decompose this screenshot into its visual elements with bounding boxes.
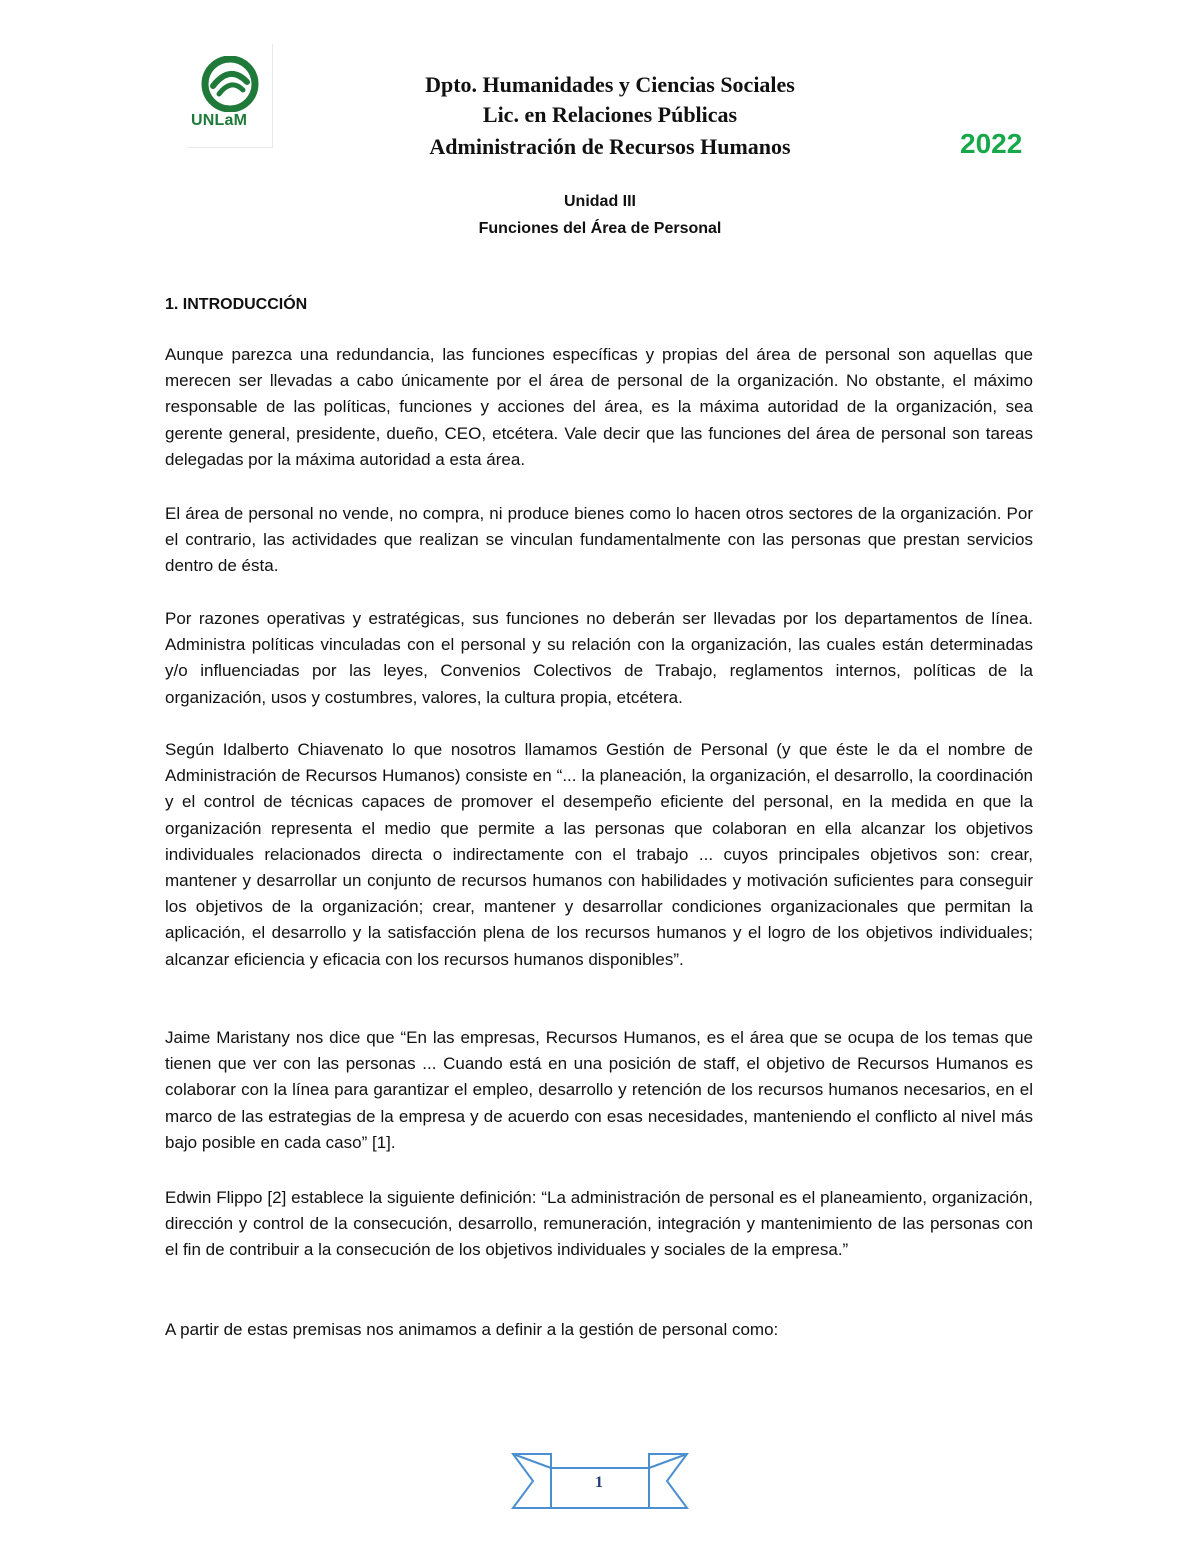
course-title: Administración de Recursos Humanos <box>429 134 791 159</box>
paragraph: El área de personal no vende, no compra, ni produce bienes como lo hacen otros sectores de la organización. Por el contrario, las actividades que realizan se vinculan fundamentalmente con las personas que prestan servicios dentro de ésta. <box>165 504 1033 576</box>
logo <box>187 44 273 148</box>
department-title: Dpto. Humanidades y Ciencias Sociales <box>425 72 795 97</box>
paragraph: Edwin Flippo [2] establece la siguiente definición: “La administración de personal es el planeamiento, organización, dirección y control de la consecución, desarrollo, remuneración, integración y mantenimiento de las personas con el fin de contribuir a la consecución de los objetivos individuales y sociales de la empresa.” <box>165 1188 1033 1260</box>
unit-label: Unidad III <box>564 193 636 210</box>
paragraph: Aunque parezca una redundancia, las funciones específicas y propias del área de personal son aquellas que merecen ser llevadas a cabo únicamente por el área de personal de la organización. No obstante, el máximo responsable de las políticas, funciones y acciones del área, es la máxima autoridad de la organización, sea gerente general, presidente, dueño, CEO, etcétera. Vale decir que las funciones del área de personal son tareas delegadas por la máxima autoridad a esta área. <box>165 345 1033 469</box>
paragraph: Jaime Maristany nos dice que “En las empresas, Recursos Humanos, es el área que se ocupa de los temas que tienen que ver con las personas ... Cuando está en una posición de staff, el objetivo de Recursos Humanos es colaborar con la línea para garantizar el empleo, desarrollo y retención de los recursos humanos necesarios, en el marco de las estrategias de la empresa y de acuerdo con esas necesidades, manteniendo el conflicto al nivel más bajo posible en cada caso” [1]. <box>165 1028 1033 1152</box>
unlam-logo-icon <box>201 56 259 112</box>
career-title: Lic. en Relaciones Públicas <box>482 102 738 127</box>
year-label: 2022 <box>960 128 1023 159</box>
section-title: 1. INTRODUCCIÓN <box>165 296 308 313</box>
paragraph: A partir de estas premisas nos animamos a definir a la gestión de personal como: <box>165 1320 779 1339</box>
unit-title: Funciones del Área de Personal <box>478 220 722 237</box>
page-number: 1 <box>595 1474 603 1491</box>
logo-text: UNLaM <box>191 112 248 129</box>
paragraph: Según Idalberto Chiavenato lo que nosotros llamamos Gestión de Personal (y que éste le da el nombre de Administración de Recursos Humanos) consiste en “... la planeación, la organización, el desarrollo, la coordinación y el control de técnicas capaces de promover el desempeño eficiente del personal, en la medida en que la organización representa el medio que permite a las personas que colaboran en ella alcanzar los objetivos individuales relacionados directa o indirectamente con el trabajo ... cuyos principales objetivos son: crear, mantener y desarrollar un conjunto de recursos humanos con habilidades y motivación suficientes para conseguir los objetivos de la organización; crear, mantener y desarrollar condiciones organizacionales que permitan la aplicación, el desarrollo y la satisfacción plena de los recursos humanos y el logro de los objetivos individuales; alcanzar eficiencia y eficacia con los recursos humanos disponibles”. <box>165 740 1033 969</box>
paragraph: Por razones operativas y estratégicas, sus funciones no deberán ser llevadas por los departamentos de línea. Administra políticas vinculadas con el personal y su relación con la organización, las cuales están determinadas y/o influenciadas por las leyes, Convenios Colectivos de Trabajo, reglamentos internos, políticas de la organización, usos y costumbres, valores, la cultura propia, etcétera. <box>165 609 1033 707</box>
